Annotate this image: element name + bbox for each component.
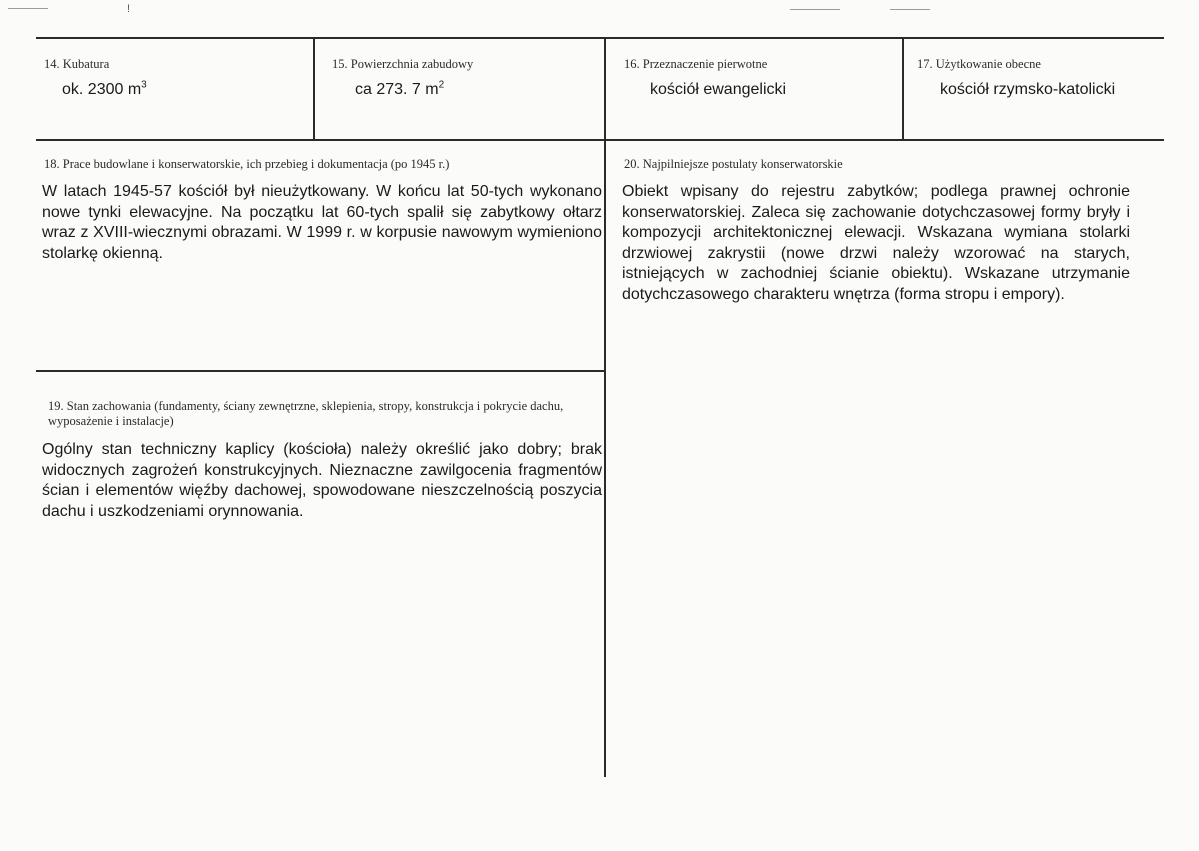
section-19-text: Ogólny stan techniczny kaplicy (kościoła) należy określić jako dobry; brak widocznych zagrożeń konstrukcyjnych. Nieznaczne zawilgocenia fragmentów ścian i elementów więźby dachowej, spowodowane nieszczelnością poszycia dachu i uszkodzeniami orynnowania. [42, 441, 602, 520]
field-17-value: kościół rzymsko-katolicki [940, 81, 1116, 98]
field-14-value-text: ok. 2300 m [62, 81, 142, 98]
divider-14-15 [313, 37, 315, 140]
divider-16-17 [902, 37, 904, 140]
field-14-value-exponent: 3 [141, 79, 147, 91]
field-15-value [355, 81, 444, 99]
row1-bottom-border [36, 139, 1164, 141]
scan-mark [890, 9, 930, 10]
field-16-value: kościół ewangelicki [650, 81, 787, 98]
field-17-label: 17. Użytkowanie obecne [917, 57, 1041, 71]
scan-mark [790, 9, 840, 10]
field-14-label: 14. Kubatura [44, 57, 110, 71]
field-15-value-text: ca 273. 7 m [355, 81, 439, 98]
field-15-value-exponent: 2 [438, 79, 445, 91]
scan-mark [8, 8, 48, 9]
top-mark: ! [127, 3, 131, 15]
field-16-label: 16. Przeznaczenie pierwotne [624, 57, 768, 71]
section-20-text: Obiekt wpisany do rejestru zabytków; podlega prawnej ochronie konserwatorskiej. Zaleca się zachowanie dotychczasowej formy bryły i kompozycji architektonicznej elewacji. Wskazana wymiana stolarki drzwiowej zakrystii (nowe drzwi należy wzorować na starych, istniejących w zachodniej ścianie obiektu). Wskazane utrzymanie dotychczasowego charakteru wnętrza (forma stropu i empory). [622, 183, 1130, 303]
section-18-text: W latach 1945-57 kościół był nieużytkowany. W końcu lat 50-tych wykonano nowe tynki elewacyjne. Na początku lat 60-tych spalił się zabytkowy ołtarz wraz z XVIII-wiecznymi obrazami. W 1999 r. w korpusie nawowym wymieniono stolarkę okienną. [42, 183, 602, 262]
section-19-label: 19. Stan zachowania (fundamenty, ściany zewnętrzne, sklepienia, stropy, konstrukcja i pokrycie dachu, wyposażenie i instalacje) [48, 399, 564, 428]
table-top-border [36, 37, 1164, 39]
section18-bottom-border [36, 370, 606, 372]
field-15-label: 15. Powierzchnia zabudowy [332, 57, 474, 71]
section-18-label: 18. Prace budowlane i konserwatorskie, ich przebieg i dokumentacja (po 1945 r.) [44, 157, 450, 171]
section-20-label: 20. Najpilniejsze postulaty konserwatorskie [624, 157, 843, 171]
field-14-value [62, 81, 147, 99]
